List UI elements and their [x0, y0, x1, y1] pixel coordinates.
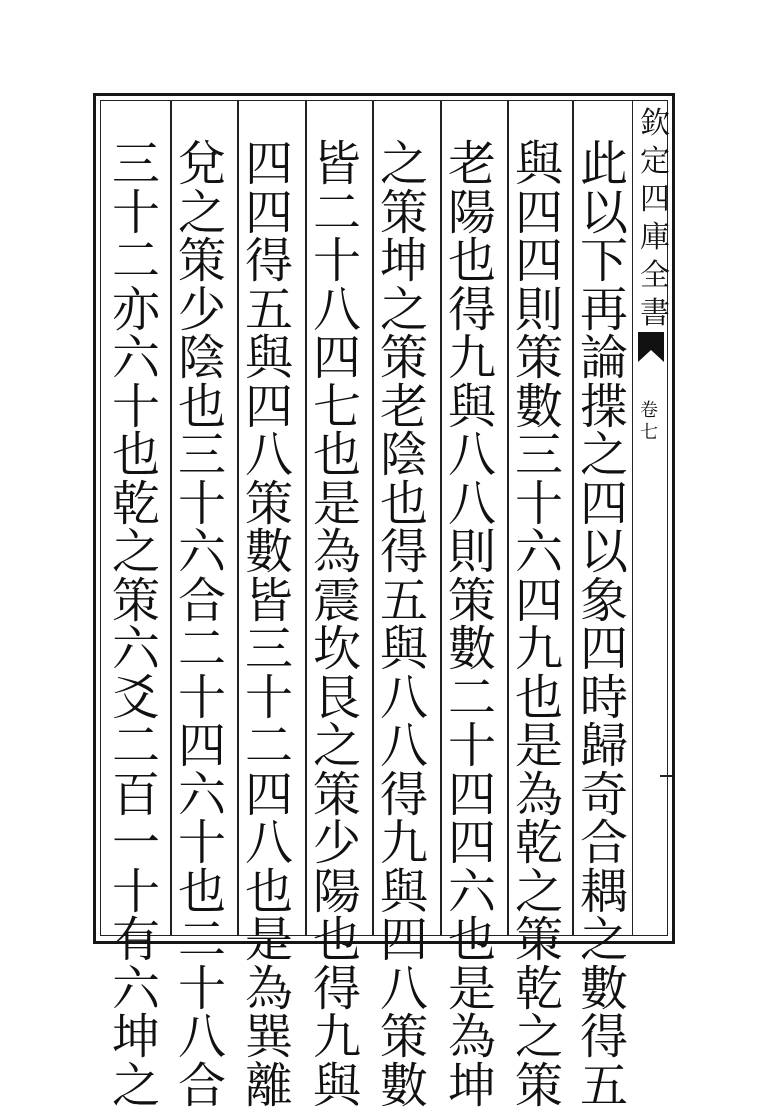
character: 策: [514, 912, 563, 968]
character: 之: [514, 1009, 563, 1065]
character: 得: [379, 524, 428, 580]
character: 爻: [111, 669, 160, 726]
character: 之: [379, 136, 428, 192]
character: 歸: [579, 718, 628, 774]
character: 十: [447, 718, 496, 774]
character: 為: [312, 524, 361, 580]
character: 四: [177, 718, 226, 774]
character: 陽: [447, 184, 496, 241]
character: 九: [447, 330, 496, 386]
character: 得: [244, 233, 293, 289]
character: 也: [447, 233, 496, 289]
character: 十: [111, 378, 160, 435]
character: 是: [514, 718, 563, 774]
character: 乾: [514, 815, 563, 871]
character: 陰: [379, 427, 428, 483]
character: 老: [447, 136, 496, 192]
character: 全: [640, 258, 670, 293]
character: 也: [379, 475, 428, 532]
character: 三: [244, 621, 293, 677]
character: 時: [579, 669, 628, 726]
character: 十: [244, 669, 293, 726]
character: 數: [579, 960, 628, 1017]
character: 數: [447, 621, 496, 677]
character: 乾: [514, 960, 563, 1017]
character: 四: [579, 621, 628, 677]
character: 與: [244, 330, 293, 386]
character: 之: [379, 281, 428, 338]
character: 之: [579, 912, 628, 968]
character: 八: [244, 427, 293, 483]
character: 九: [312, 1009, 361, 1065]
character: 也: [177, 378, 226, 435]
character: 得: [447, 281, 496, 338]
character: 巽: [244, 1009, 293, 1065]
character: 策: [447, 572, 496, 629]
character: 之: [514, 863, 563, 920]
text-column-6: [238, 136, 300, 1114]
character: 三: [111, 136, 160, 192]
character: 以: [579, 524, 628, 580]
character: 也: [447, 912, 496, 968]
text-column-4: [373, 136, 435, 1114]
character: 五: [579, 1057, 628, 1114]
character: 四: [244, 766, 293, 823]
character: 六: [447, 863, 496, 920]
character: 是: [447, 960, 496, 1017]
character: 合: [177, 1057, 226, 1114]
character: 八: [379, 960, 428, 1017]
character: 坤: [111, 1009, 160, 1065]
character: 二: [177, 912, 226, 968]
character: 四: [244, 378, 293, 435]
character: 之: [111, 524, 160, 580]
character: 八: [312, 281, 361, 338]
character: 也: [312, 427, 361, 483]
character: 策: [379, 330, 428, 386]
character: 四: [640, 182, 670, 217]
character: 再: [579, 281, 628, 338]
character: 欽: [640, 106, 670, 141]
character: 一: [111, 815, 160, 871]
character: 為: [244, 960, 293, 1017]
character: 二: [177, 621, 226, 677]
text-column-5: [306, 136, 368, 1114]
character: 與: [514, 136, 563, 192]
character: 十: [177, 960, 226, 1017]
character: 合: [177, 572, 226, 629]
character: 十: [111, 184, 160, 241]
character: 坤: [379, 233, 428, 289]
character: 也: [514, 669, 563, 726]
character: 也: [111, 427, 160, 483]
character: 百: [111, 766, 160, 823]
character: 策: [514, 330, 563, 386]
character: 四: [579, 475, 628, 532]
character: 也: [312, 912, 361, 968]
character: 四: [447, 766, 496, 823]
character: 八: [447, 427, 496, 483]
character: 書: [640, 296, 670, 331]
character: 六: [177, 524, 226, 580]
character: 二: [111, 233, 160, 289]
character: 四: [244, 184, 293, 241]
character: 策: [177, 233, 226, 289]
character: 合: [579, 815, 628, 871]
character: 之: [111, 1057, 160, 1114]
volume-label: [637, 400, 661, 444]
character: 是: [244, 912, 293, 968]
character: 則: [514, 281, 563, 338]
character: 四: [244, 136, 293, 192]
character: 揲: [579, 378, 628, 435]
character: 四: [514, 233, 563, 289]
character: 少: [177, 281, 226, 338]
character: 策: [379, 184, 428, 241]
character: 數: [379, 1057, 428, 1114]
text-column-3: [441, 136, 503, 1114]
text-column-1: [573, 136, 635, 1114]
character: 八: [177, 1009, 226, 1065]
character: 此: [579, 136, 628, 192]
character: 八: [379, 718, 428, 774]
character: 二: [447, 669, 496, 726]
character: 論: [579, 330, 628, 386]
character: 四: [447, 815, 496, 871]
character: 三: [177, 427, 226, 483]
character: 耦: [579, 863, 628, 920]
character: 數: [244, 524, 293, 580]
character: 奇: [579, 766, 628, 823]
character: 之: [177, 184, 226, 241]
character: 五: [379, 572, 428, 629]
character: 策: [379, 1009, 428, 1065]
character: 與: [312, 1057, 361, 1114]
character: 得: [312, 960, 361, 1017]
character: 皆: [312, 136, 361, 192]
character: 六: [177, 766, 226, 823]
character: 十: [514, 475, 563, 532]
character: 六: [111, 960, 160, 1017]
character: 坤: [447, 1057, 496, 1114]
character: 六: [111, 621, 160, 677]
character: 也: [244, 863, 293, 920]
character: 策: [244, 475, 293, 532]
text-column-8: [105, 136, 167, 1114]
character: 八: [447, 475, 496, 532]
character: 十: [312, 233, 361, 289]
character: 八: [244, 815, 293, 871]
book-title: [637, 105, 673, 333]
character: 七: [312, 378, 361, 435]
character: 四: [379, 912, 428, 968]
character: 與: [379, 621, 428, 677]
character: 陽: [312, 863, 361, 920]
character: 為: [514, 766, 563, 823]
character: 老: [379, 378, 428, 435]
character: 定: [640, 144, 670, 179]
margin-tick: [660, 775, 672, 777]
character: 得: [379, 766, 428, 823]
character: 十: [111, 863, 160, 920]
text-column-7: [171, 136, 233, 1114]
character: 乾: [111, 475, 160, 532]
character: 四: [312, 330, 361, 386]
character: 八: [379, 669, 428, 726]
character: 是: [312, 475, 361, 532]
text-column-2: [508, 136, 570, 1114]
character: 兌: [177, 136, 226, 192]
character: 為: [447, 1009, 496, 1065]
character: 之: [579, 427, 628, 483]
character: 二: [244, 718, 293, 774]
character: 十: [177, 815, 226, 871]
character: 庫: [640, 220, 670, 255]
character: 四: [514, 572, 563, 629]
character: 象: [579, 572, 628, 629]
character: 有: [111, 912, 160, 968]
character: 以: [579, 184, 628, 241]
character: 陰: [177, 330, 226, 386]
character: 之: [312, 718, 361, 774]
character: 得: [579, 1009, 628, 1065]
character: 四: [514, 184, 563, 241]
character: 六: [514, 524, 563, 580]
character: 九: [514, 621, 563, 677]
character: 少: [312, 815, 361, 871]
character: 卷: [640, 400, 658, 421]
character: 七: [640, 422, 658, 443]
character: 坎: [312, 621, 361, 677]
character: 也: [177, 863, 226, 920]
character: 九: [379, 815, 428, 871]
character: 策: [312, 766, 361, 823]
character: 二: [312, 184, 361, 241]
character: 三: [514, 427, 563, 483]
character: 十: [177, 475, 226, 532]
character: 則: [447, 524, 496, 580]
character: 策: [514, 1057, 563, 1114]
character: 亦: [111, 281, 160, 338]
character: 皆: [244, 572, 293, 629]
character: 下: [579, 233, 628, 289]
character: 數: [514, 378, 563, 435]
character: 與: [379, 863, 428, 920]
character: 震: [312, 572, 361, 629]
character: 十: [177, 669, 226, 726]
character: 與: [447, 378, 496, 435]
character: 二: [111, 718, 160, 774]
character: 艮: [312, 669, 361, 726]
character: 策: [111, 572, 160, 629]
character: 六: [111, 330, 160, 386]
character: 離: [244, 1057, 293, 1114]
character: 五: [244, 281, 293, 338]
